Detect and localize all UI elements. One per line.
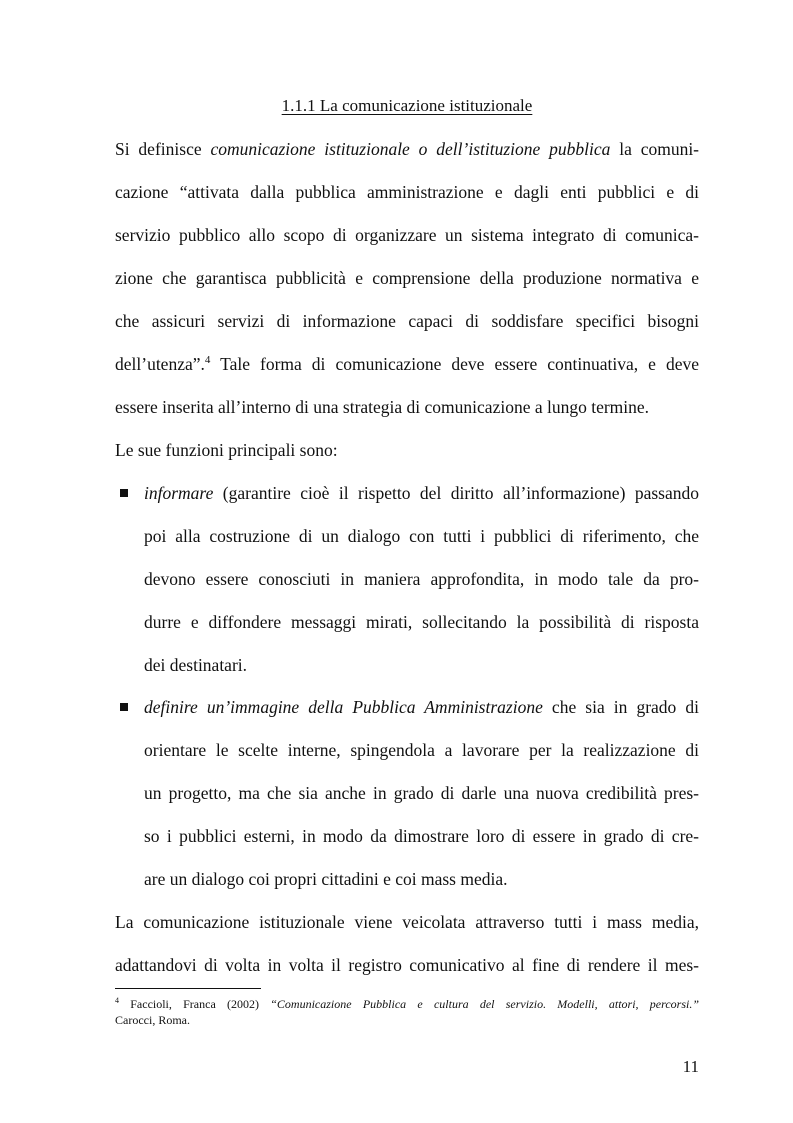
paragraph-1-line-7: essere inserita all’interno di una strategia di comunicazione a lungo termine. xyxy=(115,397,650,417)
emphasis-term: informare xyxy=(144,483,214,503)
paragraph-1-line-4: zione che garantisca pubblicità e comprensione della produzione normativa e xyxy=(115,268,699,288)
paragraph-1-line-5: che assicuri servizi di informazione capaci di soddisfare specifici bisogni xyxy=(115,311,699,331)
bullet-2-line-5: are un dialogo coi propri cittadini e coi mass media. xyxy=(144,869,508,889)
square-bullet-icon xyxy=(120,703,128,711)
paragraph-1-line-6 xyxy=(115,353,699,375)
paragraph-2-line-2: adattandovi di volta in volta il registro comunicativo al fine di rendere il mes- xyxy=(115,955,699,975)
text-run: la comuni- xyxy=(610,139,700,159)
square-bullet-icon xyxy=(120,489,128,497)
paragraph-1-line-1 xyxy=(115,138,699,160)
section-title: 1.1.1 La comunicazione istituzionale xyxy=(281,96,533,115)
text-run: Si definisce xyxy=(115,139,211,159)
footnote-line-1 xyxy=(115,997,699,1012)
footnote-separator xyxy=(115,988,261,989)
bullet-1-line-4: durre e diffondere messaggi mirati, sollecitando la possibilità di risposta xyxy=(144,612,699,632)
emphasis-term: definire un’immagine della Pubblica Amministrazione xyxy=(144,697,543,717)
page-number: 11 xyxy=(682,1057,699,1076)
document-page xyxy=(115,0,699,1123)
bullet-2-line-2: orientare le scelte interne, spingendola a lavorare per la realizzazione di xyxy=(144,740,699,760)
footnote-title: “Comunicazione Pubblica e cultura del servizio. Modelli, attori, percorsi.” xyxy=(270,997,700,1011)
paragraph-1-line-3: servizio pubblico allo scopo di organizzare un sistema integrato di comunica- xyxy=(115,225,699,245)
paragraph-2-line-1: La comunicazione istituzionale viene veicolata attraverso tutti i mass media, xyxy=(115,912,699,932)
emphasis-term: comunicazione istituzionale o dell’istituzione pubblica xyxy=(210,139,611,159)
footnote-line-2: Carocci, Roma. xyxy=(115,1013,190,1027)
footnote-number: 4 xyxy=(115,996,119,1005)
bullet-1-line-5: dei destinatari. xyxy=(144,655,248,675)
footnote-reference[interactable]: 4 xyxy=(204,354,211,366)
bullet-2-line-4: so i pubblici esterni, in modo da dimostrare loro di essere in grado di cre- xyxy=(144,826,699,846)
bullet-1-line-1 xyxy=(144,482,699,504)
paragraph-1-line-2: cazione “attivata dalla pubblica amministrazione e dagli enti pubblici e di xyxy=(115,182,699,202)
text-run: Faccioli, Franca (2002) xyxy=(119,997,271,1011)
functions-intro: Le sue funzioni principali sono: xyxy=(115,440,338,460)
bullet-1-line-2: poi alla costruzione di un dialogo con tutti i pubblici di riferimento, che xyxy=(144,526,699,546)
text-run: Tale forma di comunicazione deve essere continuativa, e deve xyxy=(210,354,699,374)
bullet-1-line-3: devono essere conosciuti in maniera approfondita, in modo tale da pro- xyxy=(144,569,699,589)
bullet-2-line-1 xyxy=(144,696,699,718)
text-run: dell’utenza”. xyxy=(115,354,205,374)
text-run: che sia in grado di xyxy=(542,697,699,717)
bullet-2-line-3: un progetto, ma che sia anche in grado di darle una nuova credibilità pres- xyxy=(144,783,699,803)
text-run: (garantire cioè il rispetto del diritto all’informazione) passando xyxy=(213,483,699,503)
